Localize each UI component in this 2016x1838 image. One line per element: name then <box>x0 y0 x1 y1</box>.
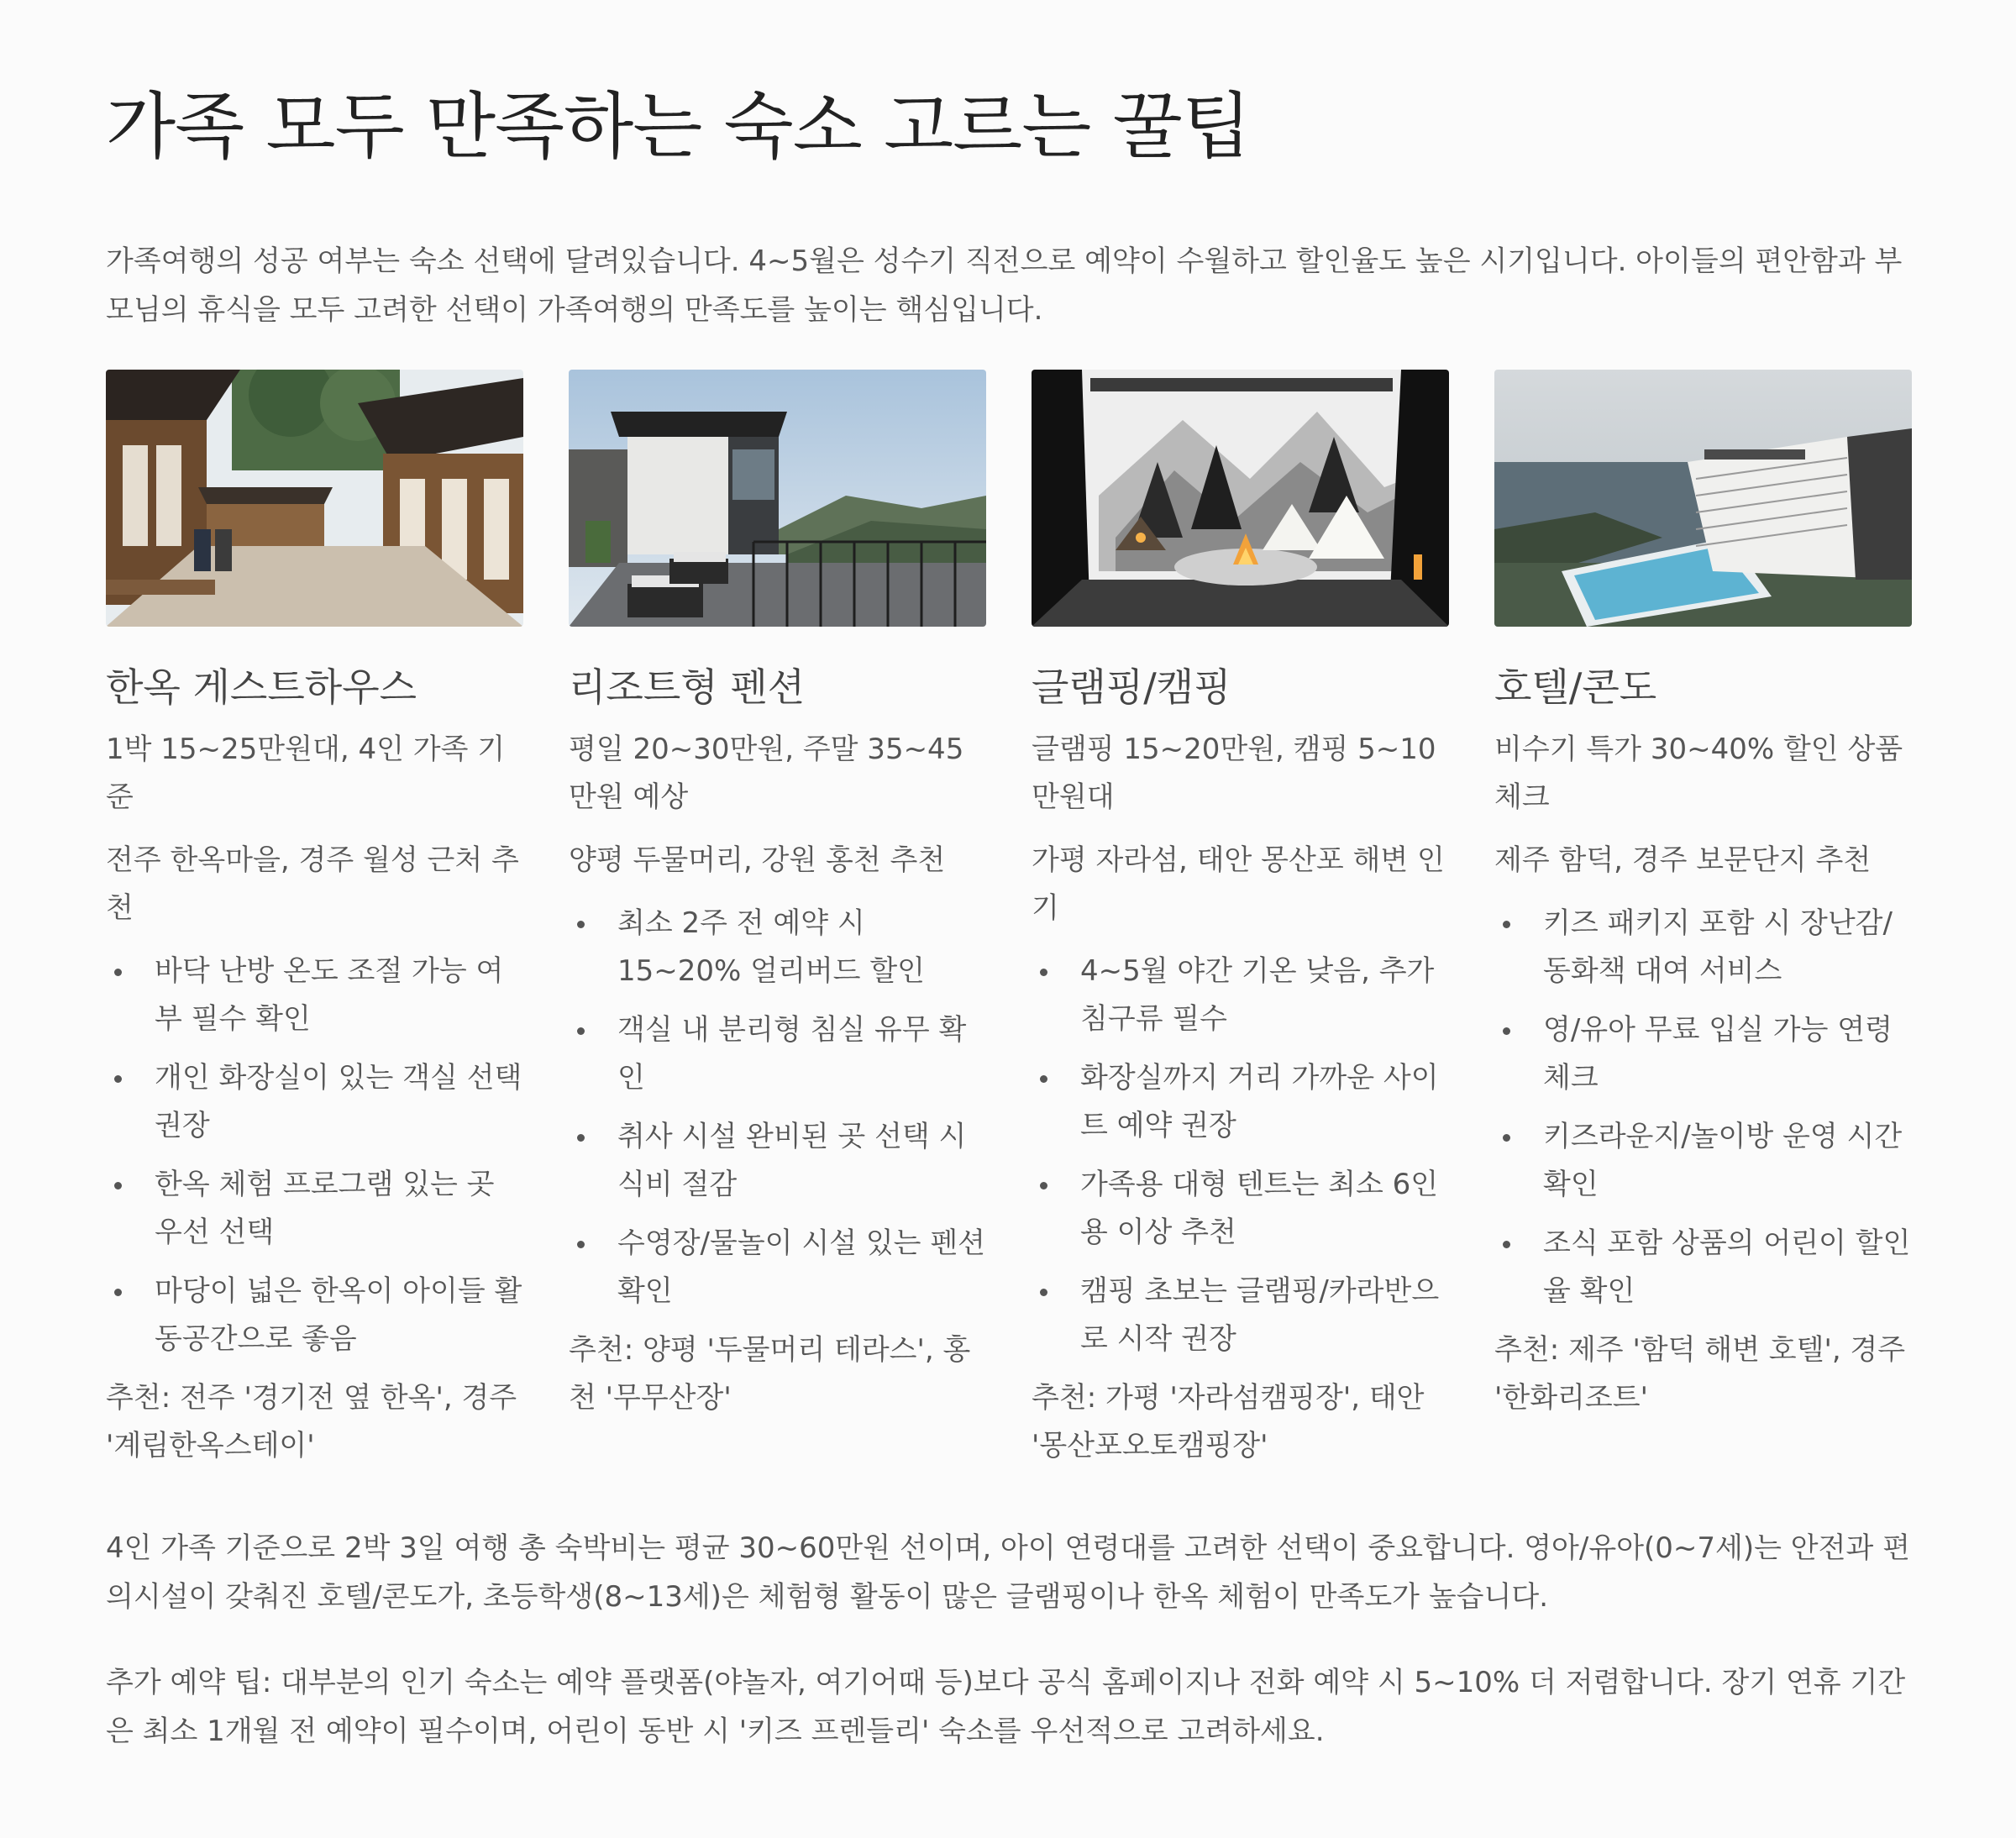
list-item: 취사 시설 완비된 곳 선택 시 식비 절감 <box>569 1113 986 1209</box>
extra-tip-paragraph: 추가 예약 팁: 대부분의 인기 숙소는 예약 플랫폼(야놀자, 여기어때 등)보다 공식 홈페이지나 전화 예약 시 5~10% 더 저렴합니다. 장기 연휴 기간은 최소 1개월 전 예약이 필수이며, 어린이 동반 시 '키즈 프렌들리' 숙소를 우선적으로 고려하세요. <box>106 1666 1906 1748</box>
card-price: 비수기 특가 30~40% 할인 상품 체크 <box>1494 733 1903 814</box>
card-title: 호텔/콘도 <box>1494 664 1657 710</box>
tips-list <box>1032 948 1449 1363</box>
pension-image <box>569 370 986 627</box>
card-recommendation: 추천: 양평 '두물머리 테라스', 홍천 '무무산장' <box>569 1333 971 1415</box>
list-item: 한옥 체험 프로그램 있는 곳 우선 선택 <box>106 1161 523 1257</box>
hotel-image <box>1494 370 1912 627</box>
summary-paragraph: 4인 가족 기준으로 2박 3일 여행 총 숙박비는 평균 30~60만원 선이며, 아이 연령대를 고려한 선택이 중요합니다. 영아/유아(0~7세)는 안전과 편의시설이 갖춰진 호텔/콘도가, 초등학생(8~13세)은 체험형 활동이 많은 글램핑이나 한옥 체험이 만족도가 높습니다. <box>106 1531 1910 1614</box>
list-item: 바닥 난방 온도 조절 가능 여부 필수 확인 <box>106 948 523 1043</box>
list-item: 객실 내 분리형 침실 유무 확인 <box>569 1006 986 1102</box>
list-item: 개인 화장실이 있는 객실 선택 권장 <box>106 1054 523 1150</box>
list-item: 영/유아 무료 입실 가능 연령 체크 <box>1494 1006 1912 1102</box>
card-recommendation: 추천: 제주 '함덕 해변 호텔', 경주 '한화리조트' <box>1494 1333 1906 1415</box>
card-hanok <box>106 370 523 1470</box>
list-item: 키즈 패키지 포함 시 장난감/동화책 대여 서비스 <box>1494 900 1912 995</box>
card-location: 제주 함덕, 경주 보문단지 추천 <box>1494 843 1872 877</box>
card-title: 글램핑/캠핑 <box>1032 664 1231 710</box>
list-item: 최소 2주 전 예약 시 15~20% 얼리버드 할인 <box>569 900 986 995</box>
card-price: 1박 15~25만원대, 4인 가족 기준 <box>106 733 506 814</box>
card-price: 글램핑 15~20만원, 캠핑 5~10만원대 <box>1032 733 1436 814</box>
card-title: 리조트형 펜션 <box>569 664 806 710</box>
accommodation-cards <box>106 370 1910 1470</box>
tips-list <box>1494 900 1912 1315</box>
list-item: 캠핑 초보는 글램핑/카라반으로 시작 권장 <box>1032 1268 1449 1363</box>
card-location: 전주 한옥마을, 경주 월성 근처 추천 <box>106 843 519 925</box>
tips-list <box>106 948 523 1363</box>
list-item: 가족용 대형 텐트는 최소 6인용 이상 추천 <box>1032 1161 1449 1257</box>
card-price: 평일 20~30만원, 주말 35~45만원 예상 <box>569 733 964 814</box>
list-item: 수영장/물놀이 시설 있는 펜션 확인 <box>569 1220 986 1315</box>
glamping-image <box>1032 370 1449 627</box>
card-title: 한옥 게스트하우스 <box>106 664 417 710</box>
list-item: 키즈라운지/놀이방 운영 시간 확인 <box>1494 1113 1912 1209</box>
card-glamping <box>1032 370 1449 1470</box>
card-recommendation: 추천: 전주 '경기전 옆 한옥', 경주 '계림한옥스테이' <box>106 1381 517 1463</box>
card-pension <box>569 370 986 1470</box>
hanok-image <box>106 370 523 627</box>
card-location: 가평 자라섬, 태안 몽산포 해변 인기 <box>1032 843 1445 925</box>
list-item: 화장실까지 거리 가까운 사이트 예약 권장 <box>1032 1054 1449 1150</box>
list-item: 마당이 넓은 한옥이 아이들 활동공간으로 좋음 <box>106 1268 523 1363</box>
intro-paragraph: 가족여행의 성공 여부는 숙소 선택에 달려있습니다. 4~5월은 성수기 직전으로 예약이 수월하고 할인율도 높은 시기입니다. 아이들의 편안함과 부모님의 휴식을 모두 고려한 선택이 가족여행의 만족도를 높이는 핵심입니다. <box>106 244 1903 327</box>
card-location: 양평 두물머리, 강원 홍천 추천 <box>569 843 946 877</box>
list-item: 4~5월 야간 기온 낮음, 추가 침구류 필수 <box>1032 948 1449 1043</box>
card-hotel <box>1494 370 1912 1470</box>
list-item: 조식 포함 상품의 어린이 할인율 확인 <box>1494 1220 1912 1315</box>
page-title: 가족 모두 만족하는 숙소 고르는 꿀팁 <box>106 85 1251 169</box>
tips-list <box>569 900 986 1315</box>
card-recommendation: 추천: 가평 '자라섬캠핑장', 태안 '몽산포오토캠핑장' <box>1032 1381 1425 1463</box>
